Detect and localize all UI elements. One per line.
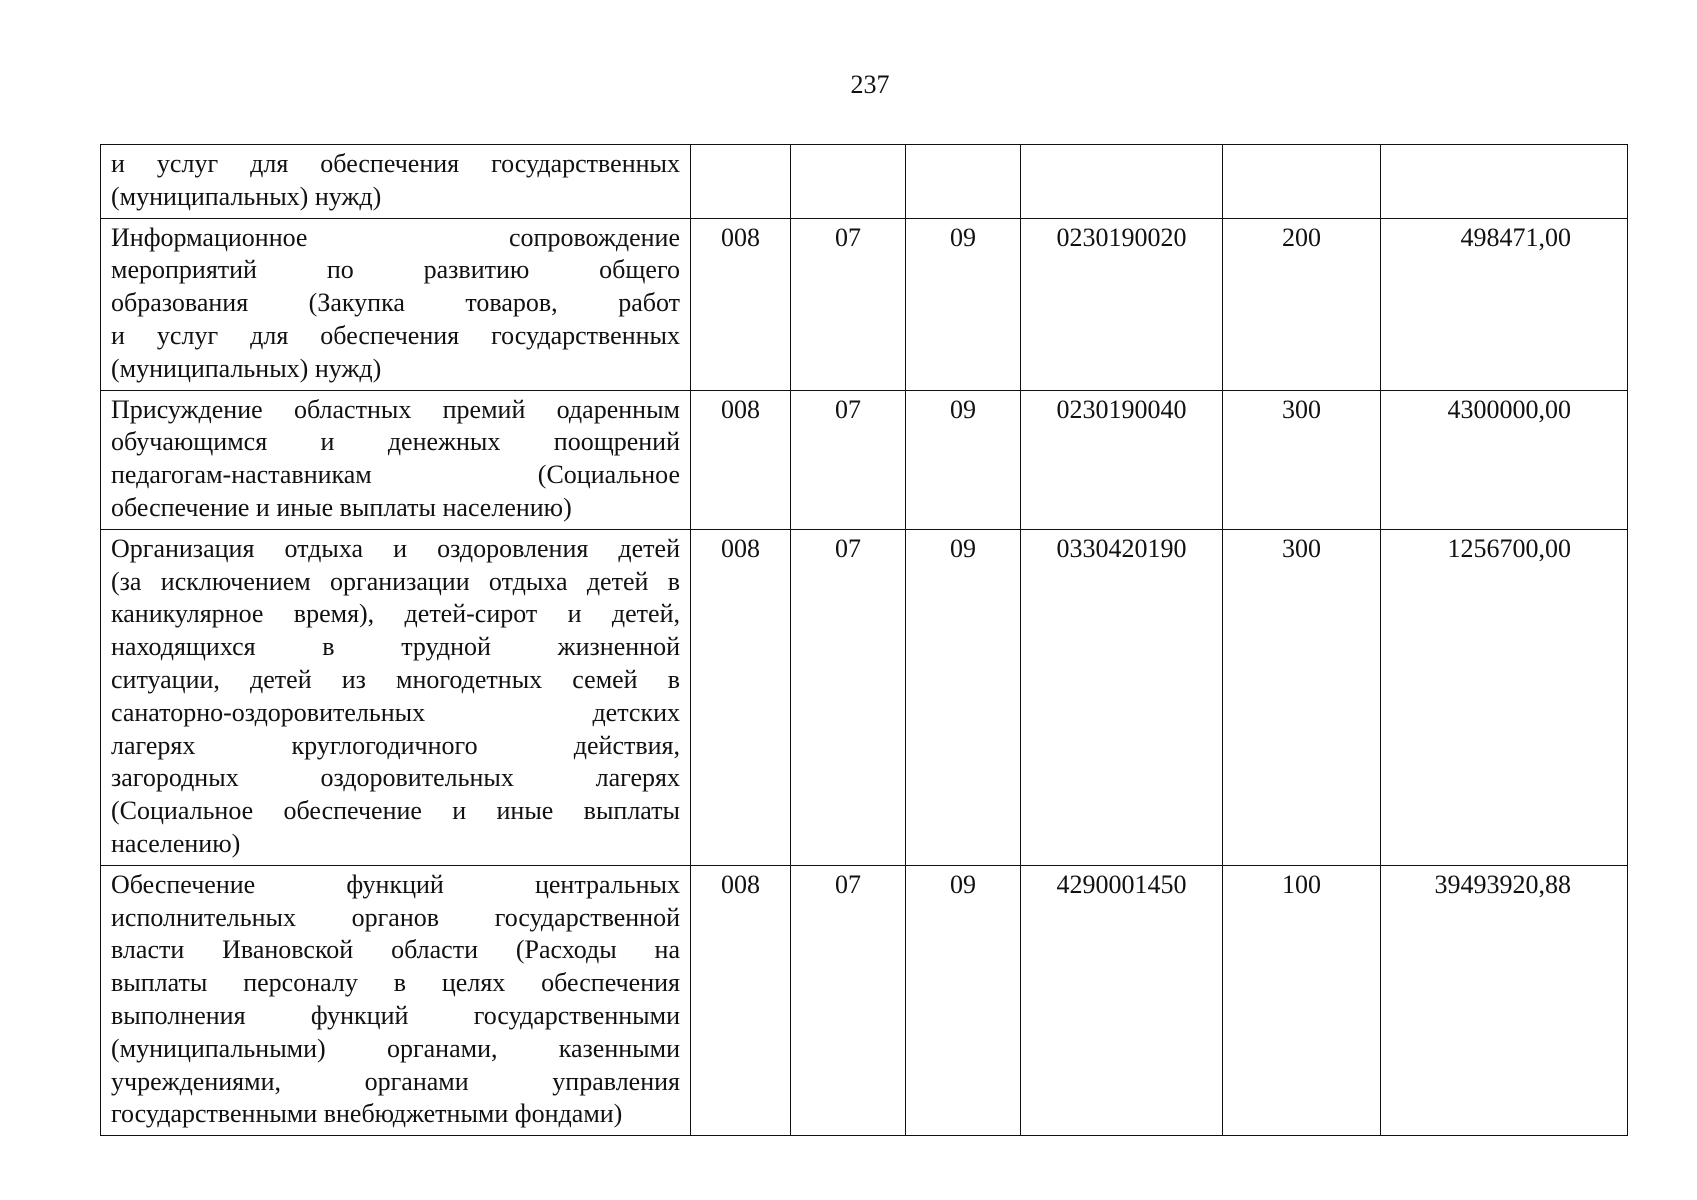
- table-row: [101, 390, 1628, 529]
- description-line: Информационное сопровождение: [111, 222, 680, 252]
- description-line: учреждениями, органами управления: [111, 1066, 680, 1096]
- amount-cell: 498471,00: [1381, 218, 1628, 390]
- description-line: мероприятий по развитию общего: [111, 255, 680, 285]
- subsection-code-cell: [906, 145, 1021, 219]
- amount-cell: 1256700,00: [1381, 529, 1628, 865]
- expense-description-cell: [101, 390, 691, 529]
- section-code-cell: 07: [791, 865, 906, 1135]
- ministry-code-cell: 008: [691, 390, 791, 529]
- description-line: (муниципальными) органами, казенными: [111, 1033, 680, 1063]
- description-line: исполнительных органов государственной: [111, 902, 680, 932]
- ministry-code-cell: 008: [691, 529, 791, 865]
- target-article-cell: [1021, 145, 1223, 219]
- description-line: (муниципальных) нужд): [111, 353, 382, 383]
- table-row: [101, 145, 1628, 219]
- ministry-code-cell: 008: [691, 218, 791, 390]
- expense-type-cell: 100: [1223, 865, 1381, 1135]
- expense-description-cell: [101, 218, 691, 390]
- expense-description-cell: [101, 145, 691, 219]
- subsection-code-cell: 09: [906, 865, 1021, 1135]
- description-line: (муниципальных) нужд): [111, 181, 382, 211]
- amount-cell: 4300000,00: [1381, 390, 1628, 529]
- description-line: Обеспечение функций центральных: [111, 869, 680, 899]
- table-row: [101, 865, 1628, 1135]
- expense-description-cell: [101, 865, 691, 1135]
- amount-cell: 39493920,88: [1381, 865, 1628, 1135]
- description-line: населению): [111, 828, 241, 858]
- target-article-cell: 0330420190: [1021, 529, 1223, 865]
- expense-type-cell: [1223, 145, 1381, 219]
- budget-table: [100, 144, 1628, 1136]
- table-row: [101, 529, 1628, 865]
- description-line: выплаты персоналу в целях обеспечения: [111, 968, 680, 998]
- description-line: каникулярное время), детей-сирот и детей,: [111, 599, 680, 629]
- page-number: 237: [850, 70, 890, 99]
- expense-type-cell: 200: [1223, 218, 1381, 390]
- description-line: загородных оздоровительных лагерях: [111, 763, 680, 793]
- description-line: выполнения функций государственными: [111, 1000, 680, 1030]
- section-code-cell: [791, 145, 906, 219]
- expense-description-cell: [101, 529, 691, 865]
- amount-cell: [1381, 145, 1628, 219]
- expense-type-cell: 300: [1223, 529, 1381, 865]
- description-line: (за исключением организации отдыха детей в: [111, 566, 680, 596]
- ministry-code-cell: [691, 145, 791, 219]
- description-line: санаторно-оздоровительных детских: [111, 697, 680, 727]
- subsection-code-cell: 09: [906, 390, 1021, 529]
- ministry-code-cell: 008: [691, 865, 791, 1135]
- subsection-code-cell: 09: [906, 218, 1021, 390]
- section-code-cell: 07: [791, 529, 906, 865]
- target-article-cell: 0230190020: [1021, 218, 1223, 390]
- section-code-cell: 07: [791, 218, 906, 390]
- description-line: педагогам-наставникам (Социальное: [111, 460, 680, 490]
- description-line: находящихся в трудной жизненной: [111, 632, 680, 662]
- description-line: (Социальное обеспечение и иные выплаты: [111, 796, 680, 826]
- description-line: ситуации, детей из многодетных семей в: [111, 664, 680, 694]
- target-article-cell: 0230190040: [1021, 390, 1223, 529]
- description-line: Присуждение областных премий одаренным: [111, 394, 680, 424]
- description-line: и услуг для обеспечения государственных: [111, 149, 680, 178]
- description-line: власти Ивановской области (Расходы на: [111, 935, 680, 965]
- description-line: образования (Закупка товаров, работ: [111, 288, 680, 318]
- target-article-cell: 4290001450: [1021, 865, 1223, 1135]
- description-line: обеспечение и иные выплаты населению): [111, 492, 572, 522]
- subsection-code-cell: 09: [906, 529, 1021, 865]
- description-line: и услуг для обеспечения государственных: [111, 320, 680, 350]
- description-line: лагерях круглогодичного действия,: [111, 730, 680, 760]
- section-code-cell: 07: [791, 390, 906, 529]
- description-line: Организация отдыха и оздоровления детей: [111, 533, 680, 563]
- table-row: [101, 218, 1628, 390]
- description-line: государственными внебюджетными фондами): [111, 1099, 623, 1129]
- description-line: обучающимся и денежных поощрений: [111, 427, 680, 457]
- expense-type-cell: 300: [1223, 390, 1381, 529]
